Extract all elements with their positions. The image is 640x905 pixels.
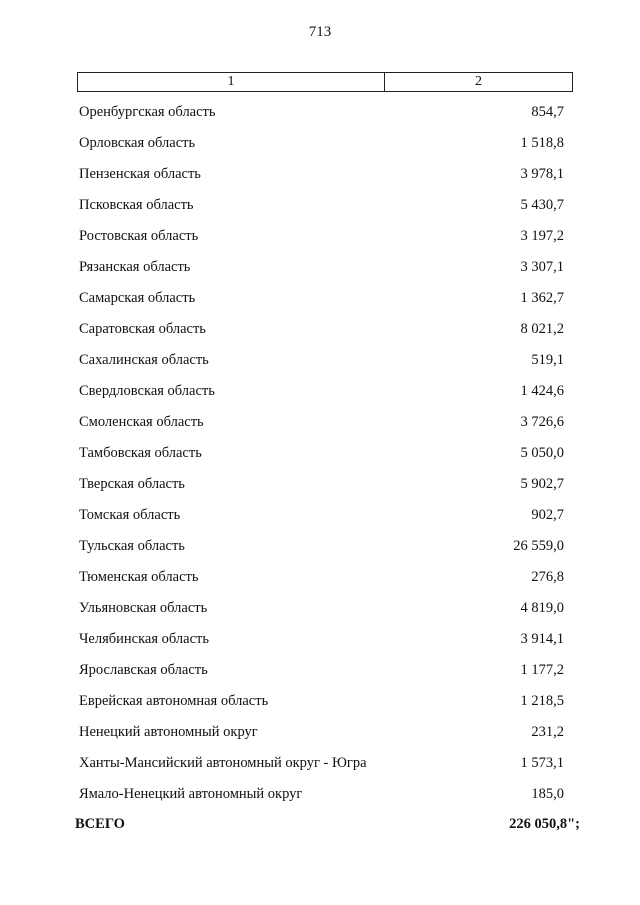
region-value: 4 819,0	[520, 600, 564, 616]
table-row	[0, 255, 640, 286]
column-header-2: 2	[475, 74, 482, 89]
region-name: Ненецкий автономный округ	[79, 724, 258, 740]
region-value: 1 362,7	[520, 290, 564, 306]
table-header	[77, 72, 573, 92]
table-row	[0, 627, 640, 658]
total-row	[0, 815, 640, 835]
region-value: 3 197,2	[520, 228, 564, 244]
table-row	[0, 689, 640, 720]
region-value: 26 559,0	[513, 538, 564, 554]
region-name: Орловская область	[79, 135, 196, 151]
table-row	[0, 534, 640, 565]
region-value: 1 218,5	[520, 693, 564, 709]
region-name: Ульяновская область	[79, 600, 208, 616]
table-row	[0, 162, 640, 193]
total-value: 226 050,8";	[509, 816, 580, 832]
region-name: Ярославская область	[79, 662, 208, 678]
region-name: Смоленская область	[79, 414, 204, 430]
table-row	[0, 751, 640, 782]
region-name: Рязанская область	[79, 259, 191, 275]
table-row	[0, 472, 640, 503]
region-name: Псковская область	[79, 197, 194, 213]
region-name: Ямало-Ненецкий автономный округ	[79, 786, 303, 802]
region-name: Тамбовская область	[79, 445, 202, 461]
table-row	[0, 193, 640, 224]
table-row	[0, 658, 640, 689]
region-value: 8 021,2	[520, 321, 564, 337]
region-name: Челябинская область	[79, 631, 209, 647]
table-row	[0, 565, 640, 596]
region-value: 3 726,6	[520, 414, 564, 430]
region-name: Саратовская область	[79, 321, 206, 337]
region-name: Свердловская область	[79, 383, 215, 399]
region-value: 1 573,1	[520, 755, 564, 771]
table-row	[0, 100, 640, 131]
table-row	[0, 286, 640, 317]
region-value: 1 424,6	[520, 383, 564, 399]
region-value: 854,7	[531, 104, 564, 120]
region-name: Тульская область	[79, 538, 185, 554]
table-row	[0, 379, 640, 410]
region-name: Тюменская область	[79, 569, 199, 585]
region-value: 5 902,7	[520, 476, 564, 492]
region-value: 1 518,8	[520, 135, 564, 151]
table-body	[0, 100, 640, 813]
table-row	[0, 596, 640, 627]
table-row	[0, 131, 640, 162]
table-row	[0, 224, 640, 255]
region-name: Тверская область	[79, 476, 185, 492]
region-name: Ханты-Мансийский автономный округ - Югра	[79, 755, 367, 771]
region-value: 3 978,1	[520, 166, 564, 182]
region-value: 1 177,2	[520, 662, 564, 678]
region-name: Томская область	[79, 507, 181, 523]
region-value: 5 430,7	[520, 197, 564, 213]
region-value: 902,7	[531, 507, 564, 523]
region-value: 185,0	[531, 786, 564, 802]
region-name: Пензенская область	[79, 166, 201, 182]
table-row	[0, 410, 640, 441]
region-value: 276,8	[531, 569, 564, 585]
table-row	[0, 720, 640, 751]
region-name: Ростовская область	[79, 228, 199, 244]
table-row	[0, 782, 640, 813]
table-row	[0, 317, 640, 348]
total-label: ВСЕГО	[75, 816, 125, 832]
region-value: 231,2	[531, 724, 564, 740]
page-number: 713	[308, 24, 332, 40]
region-name: Сахалинская область	[79, 352, 209, 368]
table-row	[0, 441, 640, 472]
column-header-1: 1	[78, 73, 385, 91]
table-row	[0, 503, 640, 534]
region-name: Оренбургская область	[79, 104, 216, 120]
region-name: Еврейская автономная область	[79, 693, 269, 709]
region-value: 519,1	[531, 352, 564, 368]
region-value: 5 050,0	[520, 445, 564, 461]
region-value: 3 307,1	[520, 259, 564, 275]
region-value: 3 914,1	[520, 631, 564, 647]
table-row	[0, 348, 640, 379]
region-name: Самарская область	[79, 290, 196, 306]
